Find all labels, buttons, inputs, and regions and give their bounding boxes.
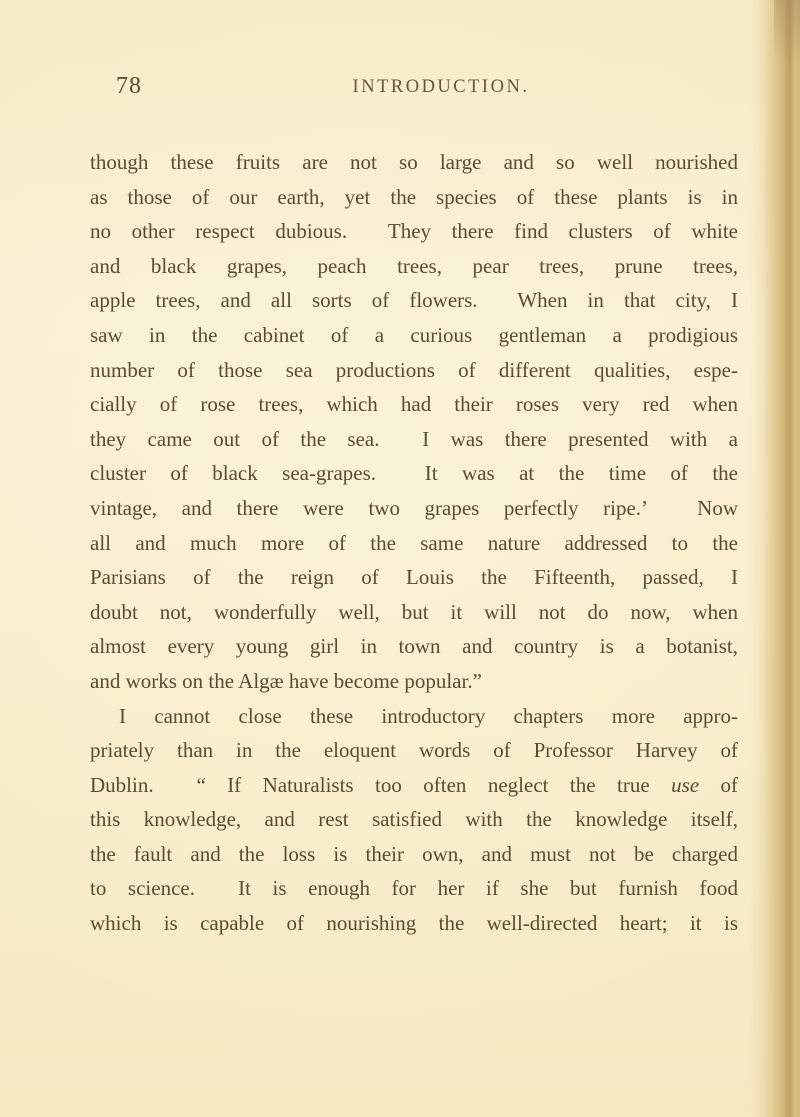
text-line — [90, 837, 738, 872]
text-line — [90, 145, 738, 180]
text-segment: no other respect dubious. They there find clusters of white — [90, 219, 738, 244]
text-line — [90, 283, 738, 318]
text-line — [90, 802, 738, 837]
text-line — [90, 733, 738, 768]
text-segment: I cannot close these introductory chapters more appro- — [119, 703, 738, 728]
text-line — [90, 456, 738, 491]
body-text-block — [90, 145, 738, 941]
text-segment: and black grapes, peach trees, pear trees, prune trees, — [90, 253, 738, 278]
text-segment: they came out of the sea. I was there presented with a — [90, 426, 738, 451]
text-segment: apple trees, and all sorts of flowers. When in that city, I — [90, 288, 738, 313]
text-segment: doubt not, wonderfully well, but it will not do now, when — [90, 599, 738, 624]
text-segment: as those of our earth, yet the species of these plants is in — [90, 184, 738, 209]
text-line — [90, 491, 738, 526]
text-line — [90, 318, 738, 353]
italic-word: use — [671, 772, 700, 797]
text-line — [90, 249, 738, 284]
running-header — [90, 72, 738, 106]
text-segment: saw in the cabinet of a curious gentleman a prodigious — [90, 322, 738, 347]
text-line — [90, 353, 738, 388]
text-line — [90, 180, 738, 215]
text-line — [90, 629, 738, 664]
text-segment: this knowledge, and rest satisfied with the knowledge itself, — [90, 807, 738, 832]
text-segment: and works on the Algæ have become popular.” — [90, 668, 482, 693]
page-edge-shadow — [750, 0, 800, 1117]
text-segment: Dublin. “ If Naturalists too often neglect the true — [90, 772, 672, 797]
text-line — [90, 871, 738, 906]
text-segment: to science. It is enough for her if she but furnish food — [90, 876, 738, 901]
text-segment: all and much more of the same nature addressed to the — [90, 530, 738, 555]
page-number: 78 — [116, 73, 142, 99]
text-segment: cially of rose trees, which had their roses very red when — [90, 392, 738, 417]
text-line — [90, 214, 738, 249]
text-segment: cluster of black sea-grapes. It was at the time of the — [90, 461, 738, 486]
text-line — [90, 526, 738, 561]
page-edge-corner-shadow — [774, 0, 800, 90]
text-line — [90, 560, 738, 595]
text-segment: Parisians of the reign of Louis the Fifteenth, passed, I — [90, 565, 738, 590]
text-line — [90, 768, 738, 803]
text-line — [90, 387, 738, 422]
text-segment: vintage, and there were two grapes perfectly ripe.’ Now — [90, 495, 738, 520]
text-line — [90, 906, 738, 941]
text-line — [90, 664, 738, 699]
running-title: INTRODUCTION. — [352, 77, 530, 97]
text-segment: which is capable of nourishing the well-directed heart; it is — [90, 911, 738, 936]
text-segment: number of those sea productions of different qualities, espe- — [90, 357, 738, 382]
text-line — [90, 595, 738, 630]
text-line — [90, 699, 738, 734]
text-segment: of — [699, 772, 738, 797]
text-segment: though these fruits are not so large and so well nourished — [90, 150, 738, 174]
text-segment: the fault and the loss is their own, and must not be charged — [90, 841, 738, 866]
text-line — [90, 422, 738, 457]
text-segment: priately than in the eloquent words of Professor Harvey of — [90, 738, 738, 763]
text-segment: almost every young girl in town and country is a botanist, — [90, 634, 738, 659]
